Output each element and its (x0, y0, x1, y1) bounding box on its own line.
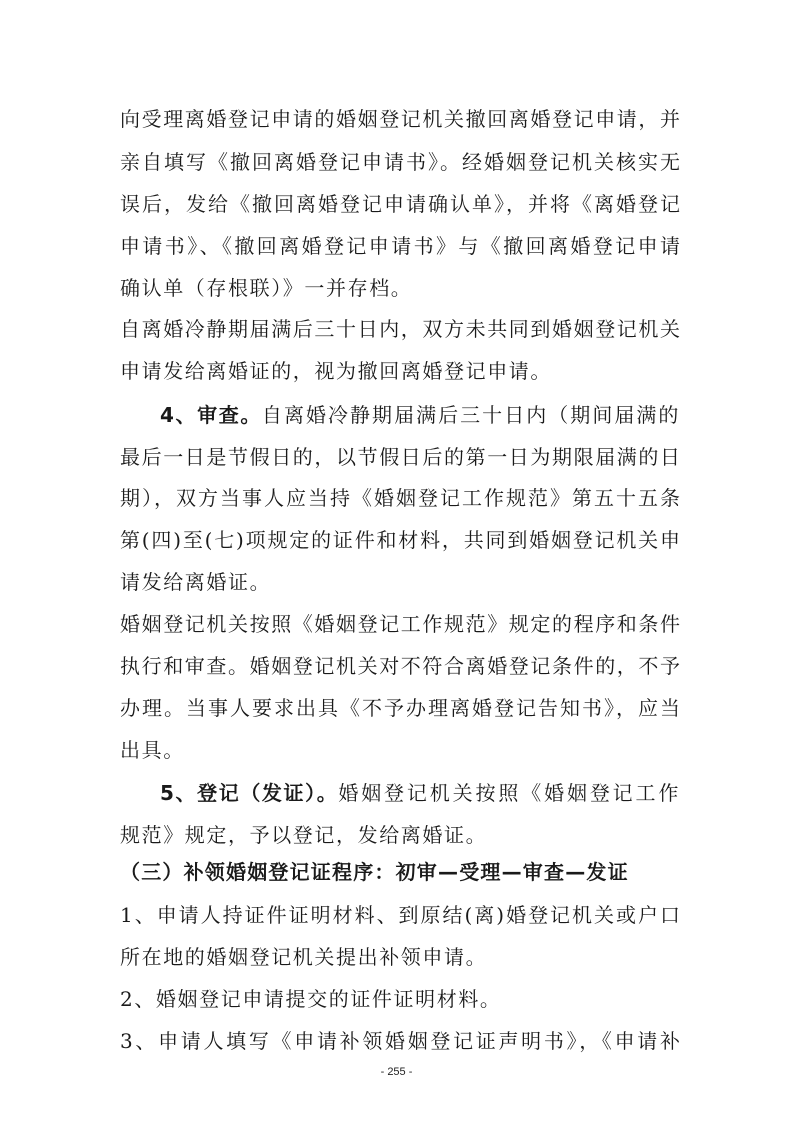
paragraph-line: 出具。 (120, 738, 185, 762)
paragraph-line: 申请发给离婚证的，视为撤回离婚登记申请。 (120, 359, 552, 383)
paragraph-line: 误后，发给《撤回离婚登记申请确认单》，并将《离婚登记 (120, 192, 680, 216)
step5-first-line (160, 781, 680, 805)
paragraph-line: 婚姻登记机关按照《婚姻登记工作规范》规定的程序和条件 (120, 612, 680, 636)
step4-text: 自离婚冷静期届满后三十日内（期间届满的 (261, 403, 680, 427)
section-heading: （三）补领婚姻登记证程序：初审—受理—审查—发证 (120, 860, 629, 884)
page-number: - 255 - (380, 1066, 413, 1078)
paragraph-line: 最后一日是节假日的，以节假日后的第一日为期限届满的日 (120, 445, 680, 469)
list-item-continuation: 所在地的婚姻登记机关提出补领申请。 (120, 945, 488, 969)
paragraph-line: 执行和审查。婚姻登记机关对不符合离婚登记条件的，不予 (120, 654, 680, 678)
paragraph-line: 自离婚冷静期届满后三十日内，双方未共同到婚姻登记机关 (120, 317, 680, 341)
paragraph-line: 请发给离婚证。 (120, 570, 272, 594)
paragraph-line: 确认单（存根联）》一并存档。 (120, 276, 413, 300)
paragraph-line: 第(四)至(七)项规定的证件和材料，共同到婚姻登记机关申 (120, 528, 680, 552)
list-item: 2、婚姻登记申请提交的证件证明材料。 (120, 987, 502, 1011)
step5-text: 婚姻登记机关按照《婚姻登记工作 (338, 781, 680, 805)
step4-first-line (160, 403, 680, 427)
step4-title: 4、审查。 (160, 403, 262, 427)
paragraph-line: 期），双方当事人应当持《婚姻登记工作规范》第五十五条 (120, 486, 680, 510)
list-item: 3、申请人填写《申请补领婚姻登记证声明书》，《申请补 (120, 1029, 680, 1053)
list-item: 1、申请人持证件证明材料、到原结(离)婚登记机关或户口 (120, 903, 680, 927)
paragraph-line: 申请书》、《撤回离婚登记申请书》与《撤回离婚登记申请 (120, 234, 680, 258)
paragraph-line: 规范》规定，予以登记，发给离婚证。 (120, 823, 488, 847)
paragraph-line: 向受理离婚登记申请的婚姻登记机关撤回离婚登记申请，并 (120, 107, 680, 131)
paragraph-line: 亲自填写《撤回离婚登记申请书》。经婚姻登记机关核实无 (120, 150, 680, 174)
step5-title: 5、登记（发证）。 (160, 781, 339, 805)
paragraph-line: 办理。当事人要求出具《不予办理离婚登记告知书》，应当 (120, 696, 680, 720)
